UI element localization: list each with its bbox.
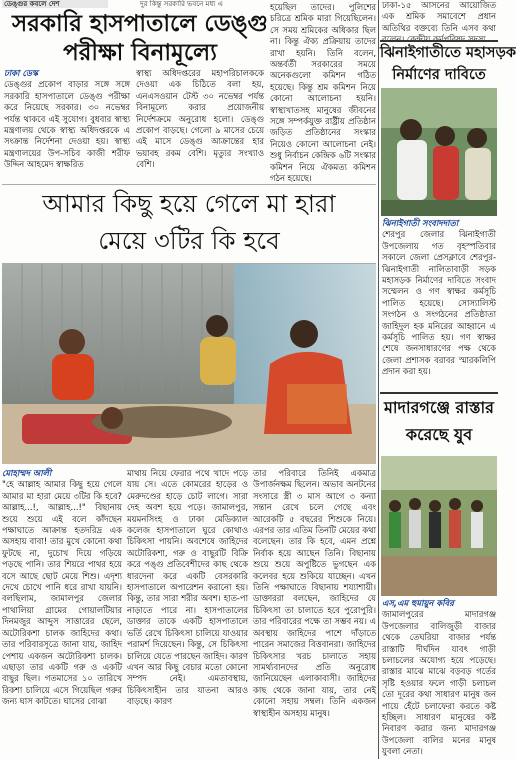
top-headline-line1: সরকারি হাসপাতালে ডেঙ্গু <box>12 10 268 37</box>
top-dateline: ঢাকা ডেস্ক <box>4 68 38 78</box>
right-headline2-line1: মাদারগঞ্জে রাস্তার <box>384 398 494 417</box>
main-article-col2: মাথায় নিয়ে ফেরার পথে খাদে পড়ে যায় সে। এতে কোমরের হাড়ের ও মেরুদণ্ডের হাড়ে চোট লাগে। সারা দেহ অবশ হয়ে পড়ে। জামালপুর, ময়মনসিংহ ও ঢাকা মেডিক্যাল কলেজ হাসপাতালে ঘুরে কোথাও চিকিৎসা পায়নি। অবশেষে জাহিদের অটোরিকশা, গরু ও বাছুরটি বিক্রি করে পঙ্গু প্রতিবেশীদের কাছ থেকে ধারদেনা করে একটি বেসরকারি হাসপাতালে অপারেশন করানো হয়। কিন্তু, তার সারা শরীর অবশ। হাত-পা নাড়াতে পারে না। হাসপাতালের ডাক্তার তাকে একটি হাসপাতালে ভর্তি রেখে চিকিৎসা চালিয়ে যাওয়ার পরামর্শ দিয়েছেন। কিন্তু, সে চিকিৎসা চালিয়ে যেতে পারছেন জাহিদ। কারণ এখন আর কিছু বেচার মতো কোনো সম্পদ নেই। এমতাবস্থায়, চিকিৎসাহীন তার যাতনা আরও বাড়ছে। কারণ <box>127 468 248 707</box>
human-chain-photo <box>381 88 497 216</box>
road-protest-photo <box>381 456 497 596</box>
right-text1: শেরপুর জেলার ঝিনাইগাতী উপজেলায় গত বৃহস্পতিবার সকালে জেলা প্রেসক্লাবে শেরপুর-ঝিনাইগাতী নালিতাবাড়ী সড়ক মহাসড়ক নির্মাণের দাবিতে সংবাদ সম্মেলন ও গণ স্বাক্ষর কর্মসূচি পালিত হয়েছে। সোস্যালিস্ট সংগঠন ও সংগঠনের প্রতিষ্ঠাতা জাহিদুল হক মনিরের আহ্বানে এ কর্মসূচি পালিত হয়। গণ স্বাক্ষর শেষে জনসাধারণের পক্ষ থেকে জেলা প্রশাসক বরাবর স্মারকলিপি প্রদান করা হয়। <box>382 229 496 377</box>
right-article1 <box>382 218 496 386</box>
right-headline1-line2: নির্মাণের দাবিতে <box>392 66 486 83</box>
top-headline-line2: পরীক্ষা বিনামূল্যে <box>63 39 217 66</box>
main-article-col1 <box>2 468 122 758</box>
right-column-divider <box>378 0 379 759</box>
main-article-col3: তার পরিবারে তিনিই একমাত্র উপার্জনক্ষম ছিলেন। অভাব অনটনের সংসারে স্ত্রী ৩ মাস আগে ৩ কন্যা সন্তান রেখে চলে গেছে এবং আরেকটি ৫ বছরের শিশুকে নিয়ে। এরপর তার এতিম তিনটি মেয়ের কথা বলেছেন। তার কি হবে, এমন প্রশ্নে নির্বাক হয়ে আছেন তিনি। বিছানায় শুয়ে শুয়ে অপুষ্টিতে ভুগছেন এক কলেবর হয়ে শুকিয়ে যাচ্ছেন। এখন তিনি পক্ষাঘাতে বিছানায় শয্যাশায়ী। ডাক্তাররা বলছেন, জাহিদের যে চিকিৎসা তা চালাতে হবে পুরোপুরি। তার পরিবারের পক্ষে তা সম্ভব নয়। এ অবস্থায় জাহিদের পাশে দাঁড়াতে পারেন সমাজের বিত্তবানরা। জাহিদের চিকিৎসার খরচ চালাতে সহায় সামর্থ্যবানদের প্রতি অনুরোধ জানিয়েছেন এলাকাবাসী। জাহিদের কাছ থেকে জানা যায়, তার নেই কোনো সহায় সম্বল। তিনি একজন স্বাস্থ্যহীন অসহায় মানুষ। <box>253 468 376 718</box>
main-col1-text: "হে আল্লাহ আমার কিছু হয়ে গেলে আমার মা হারা মেয়ে ৩টির কি হবে? আল্লাহ...!, আল্লাহ...!" বিছানায় শুয়ে শুয়ে এই বলে কাঁদছেন পক্ষাঘাতে আক্রান্ত হতদরিদ্র এক অসহায় বাবা! তার মুখে কোনো কথা ফুটছে না, দুচোখ দিয়ে গড়িয়ে পড়ছে পানি। তার শিয়রে পাথর হয়ে বসে আছে ছোট মেয়ে শিশু। এদৃশ্য দেখে চোখে পানি ধরে রাখা যায়নি। বলছিলাম, জামালপুর জেলার পাথালিয়া গ্রামের গোয়ালটিয়ার দিনমজুর আব্দুস সাত্তারের ছেলে, অটোরিকশা চালক জাহিদের কথা। তার পরিবারসূত্রে জানা যায়, জাহিদ পেশায় একজন অটোরিকশা চালক। এছাড়া তার একটি গরু ও একটি বাছুর ছিল। গতমাসের ১০ তারিখে রিকশা চালিয়ে এসে গিয়েছিল গরুর জন্য ঘাস কাটতে। ঘাসের বোঝা <box>2 479 122 707</box>
right-photo1 <box>381 88 497 216</box>
right-headline1 <box>380 40 516 88</box>
patient-family-photo <box>2 264 376 464</box>
top-article-col1 <box>4 68 130 184</box>
right-byline2: এস,এম হুমায়ুন কবির <box>382 598 454 608</box>
right-article2 <box>382 598 496 758</box>
top-article-col2: স্বাস্থ্য অধিদপ্তরের মহাপরিচালককে দেওয়া এক চিঠিতে বলা হয়, এনএসওয়ান টেস্ট ৩০ নভেম্বর পর্যন্ত বিনামূল্যে করার প্রয়োজনীয় নির্দেশক্রমে অনুরোধ হলো। ডেঙ্গু প্রকোপ বাড়ছে। গেলো ৯ মাসের চেয়ে এই মাসে ডেঙ্গু আক্রান্তের হার ভয়াবহ রকম বেশি। মৃত্যুর সংখ্যাও বেশি। <box>136 68 264 170</box>
right-headline2-line2: করেছে যুব <box>405 425 473 444</box>
main-headline-line2: মেয়ে ৩টির কি হবে <box>98 226 280 255</box>
right-headline2 <box>380 392 498 454</box>
top-col1-text: ডেঙ্গুর প্রকোপ বাড়ার সঙ্গে সঙ্গে সরকারি হাসপাতালে ডেঙ্গু পরীক্ষা করে নিয়েছে সরকার। ৩০ নভেম্বর পর্যন্ত থাকবে এই সুযোগ। বুধবার স্বাস্থ্য মন্ত্রণালয় থেকে স্বাস্থ্য অধিদপ্তরকে এ সংক্রান্ত নির্দেশনা দেওয়া হয়। স্বাস্থ্য মন্ত্রণালয়ের উপ-সচিব কাজী শরীফ উদ্দিন আহমেদ স্বাক্ষরিত <box>4 79 130 170</box>
right-byline1: ঝিনাইগাতী সংবাদদাতা <box>382 218 459 228</box>
main-photo <box>2 264 376 464</box>
main-headline-line1: আমার কিছু হয়ে গেলে মা হারা <box>42 189 336 218</box>
right-headline1-line1: ঝিনাইগাতীতে মহাসড়ক <box>380 44 516 61</box>
right-text2: জামালপুরের মাদারগঞ্জ উপজেলার বালিজুড়ী বাজার থেকে তেঘরিয়া বাজার পর্যন্ত রাস্তাটি দীর্ঘদিন যাবৎ গাড়ী চলাচলের অযোগ্য হয়ে পড়েছে। রাস্তার মাঝে মাঝে বড়বড় গর্তের সৃষ্টি হওয়ার ফলে গাড়ী চলাচল তো দূরের কথা সাধারণ মানুষ জন পায়ে হেঁটে চলাফেরা করতে কষ্ট হচ্ছিল। সাধারণ মানুষের কষ্ট নিবারণ করার জন্য মাদারগঞ্জ উপজেলা বালির মনের মানুষ যুবলা নেতা। <box>382 609 496 757</box>
right-top-text: ঢাকা-১৫ আসনের আয়োজিত এক শ্রমিক সমাবেশে প্রধান অতিথির বক্তব্যে তিনি এসব কথা বলেন। কেন্দ্রীয় কর্মপরিষদ সদস্য <box>382 0 496 45</box>
top-article-col3: হয়েছিল তাদের। পুলিশের চরিত্রে শ্রমিক মারা গিয়েছিলেন। সে সময় শ্রমিকের অধিকার ছিল না। কিন্তু ঐক্য প্রক্রিয়ায় তাদের রাখা হয়নি। তিনি বলেন, অন্তর্বর্তী সরকারের সময়ে অনেকগুলো কমিশন গঠিত হয়েছে। কিন্তু শ্রম কমিশন নিয়ে কোনো আলোচনা হয়নি। স্বাস্থ্যখাতসহ মানুষের জীবনের সঙ্গে সম্পর্কযুক্ত রাষ্ট্রীয় প্রতিষ্ঠান জড়িত প্রতিষ্ঠানের সংস্কার নিয়েও কোনো আলোচনা নেই। শুধু নির্বাচন কেন্দ্রিক ৬টি সংস্কার কমিশন নিয়ে ঐকমত্য কমিশন গঠন হয়েছে। <box>270 2 376 184</box>
right-photo2 <box>381 456 497 596</box>
top-mid-line: দুর কিন্তু সরকারি ভবনে মধ্য এ <box>140 0 223 8</box>
main-headline <box>2 184 376 264</box>
main-byline: মোহাম্মদ আলী <box>2 468 52 478</box>
top-headline <box>2 9 278 67</box>
top-left-box: ডেঙ্গুর কবলে দেশ <box>2 0 108 8</box>
